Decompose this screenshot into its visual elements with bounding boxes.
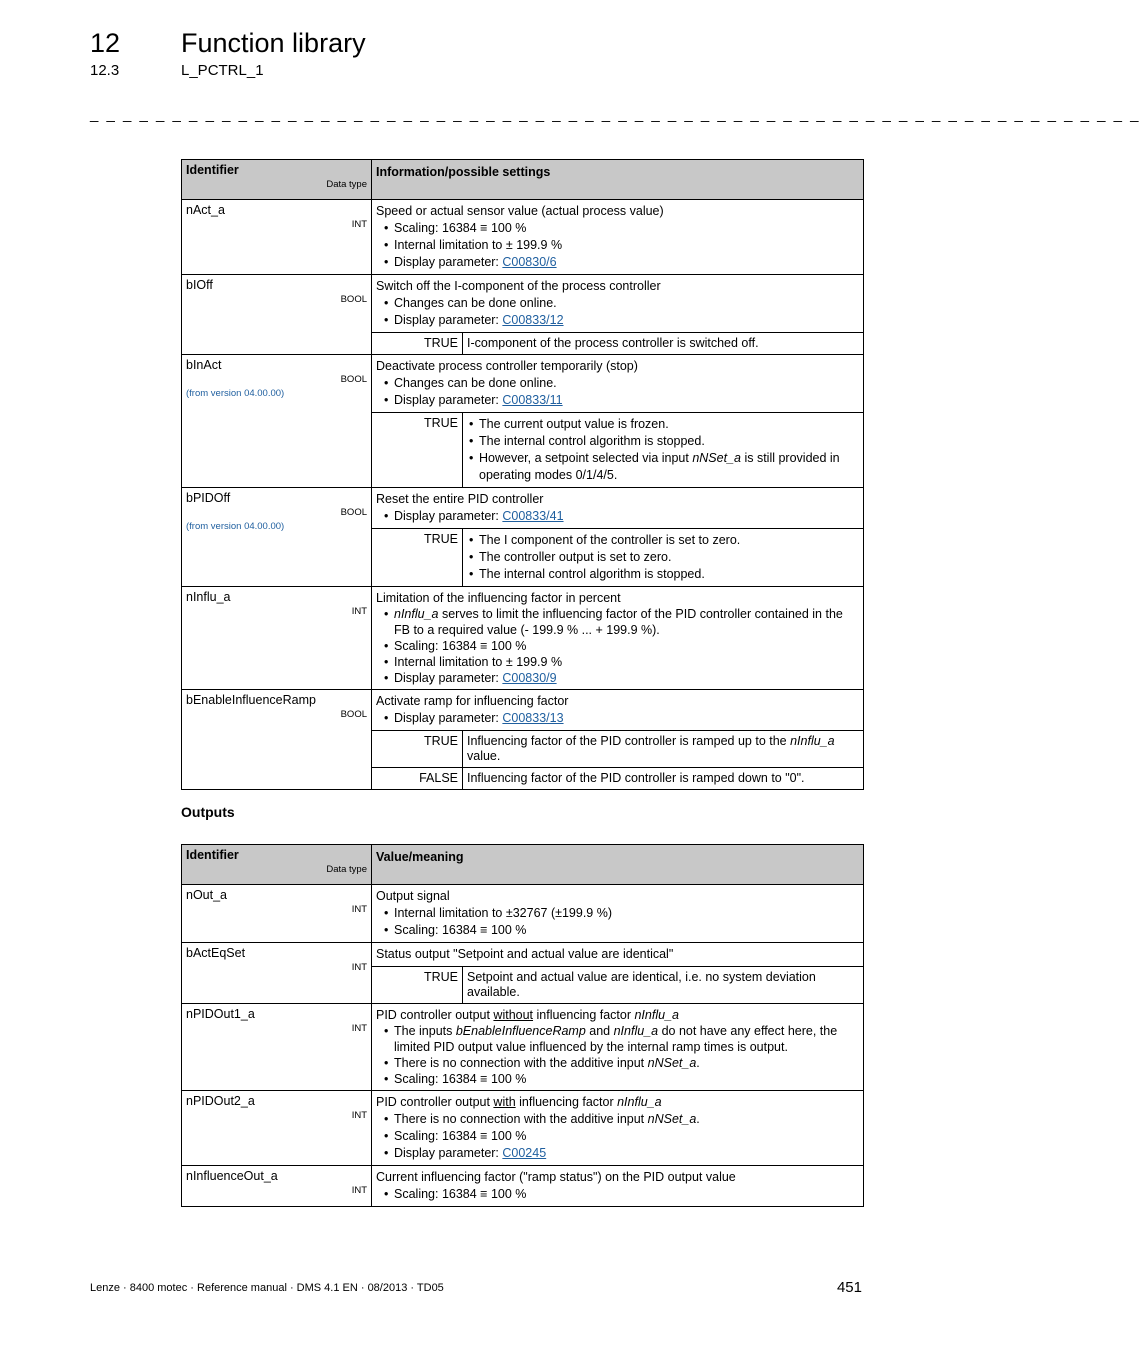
parameter-link[interactable]: C00833/13	[502, 711, 564, 725]
parameter-link[interactable]: C00833/41	[502, 509, 564, 523]
parameter-link[interactable]: C00830/9	[502, 671, 557, 685]
data-type: INT	[351, 962, 367, 973]
bullet: • The internal control algorithm is stopped.	[469, 433, 859, 450]
bullet: • There is no connection with the additive input nNSet_a.	[384, 1111, 859, 1128]
bullet: • Display parameter: C00245	[384, 1145, 859, 1162]
bullet: • nInflu_a serves to limit the influencing factor of the PID controller contained in the FB to a required value (- 199.9 % ... + 199.9 %).	[384, 606, 859, 638]
description: Current influencing factor ("ramp status") on the PID output value	[376, 1170, 736, 1184]
bullet: • The I component of the controller is set to zero.	[469, 532, 859, 549]
table-row	[182, 1004, 864, 1091]
bullet: • Display parameter: C00830/9	[384, 670, 859, 686]
data-type: INT	[351, 1110, 367, 1121]
identifier: bIOff	[186, 278, 213, 292]
parameter-link[interactable]: C00833/12	[502, 313, 564, 327]
parameter-link[interactable]: C00833/11	[502, 393, 563, 407]
data-type: INT	[351, 219, 367, 230]
identifier-cell	[182, 943, 372, 1004]
value-key: TRUE	[372, 731, 463, 768]
bullet: • However, a setpoint selected via input nNSet_a is still provided in operating modes 0/1/4/5.	[469, 450, 859, 484]
info-cell	[372, 1166, 864, 1207]
info-cell	[372, 200, 864, 275]
value-meaning	[463, 413, 864, 487]
footer-doc-info: Lenze · 8400 motec · Reference manual · DMS 4.1 EN · 08/2013 · TD05	[90, 1282, 444, 1294]
identifier-cell	[182, 885, 372, 943]
data-type: INT	[351, 606, 367, 617]
identifier: bActEqSet	[186, 946, 246, 960]
identifier-cell	[182, 488, 372, 587]
page-number: 451	[836, 1279, 862, 1296]
info-cell	[372, 355, 864, 488]
value-meaning	[463, 529, 864, 586]
bullet: • Internal limitation to ± 199.9 %	[384, 654, 859, 670]
info-cell	[372, 488, 864, 587]
bullet: • Scaling: 16384 ≡ 100 %	[384, 922, 859, 939]
table-row	[182, 1166, 864, 1207]
table-header-row	[182, 160, 864, 200]
bullet: • Display parameter: C00833/13	[384, 710, 859, 727]
description: Deactivate process controller temporarily (stop)	[376, 359, 638, 373]
identifier-header: Identifier	[186, 848, 239, 862]
identifier-cell	[182, 355, 372, 488]
chapter-number: 12	[90, 28, 121, 58]
table-row	[182, 885, 864, 943]
identifier-cell	[182, 1091, 372, 1166]
bullet: • Display parameter: C00833/12	[384, 312, 859, 329]
identifier-header-cell	[182, 845, 372, 885]
identifier-header: Identifier	[186, 163, 239, 177]
description: Status output "Setpoint and actual value are identical"	[376, 947, 674, 961]
table-row	[182, 1091, 864, 1166]
description: Output signal	[376, 889, 450, 903]
identifier: nInflu_a	[186, 590, 231, 604]
data-type: BOOL	[340, 374, 367, 385]
value-meaning: Setpoint and actual value are identical, i.e. no system deviation available.	[467, 970, 816, 999]
identifier-cell	[182, 275, 372, 355]
section-number: 12.3	[90, 62, 120, 79]
table-header-row	[182, 845, 864, 885]
value-subtable	[372, 333, 863, 354]
value-key: TRUE	[372, 967, 463, 1003]
value-subtable	[372, 413, 863, 487]
version-note: (from version 04.00.00)	[186, 521, 285, 532]
identifier: nOut_a	[186, 888, 228, 902]
version-note: (from version 04.00.00)	[186, 388, 285, 399]
value-key: TRUE	[372, 413, 463, 487]
description: Activate ramp for influencing factor	[376, 694, 569, 708]
bullet: • Display parameter: C00833/11	[384, 392, 859, 409]
bullet: • Changes can be done online.	[384, 375, 859, 392]
bullet: • Scaling: 16384 ≡ 100 %	[384, 1071, 859, 1087]
data-type: BOOL	[340, 709, 367, 720]
bullet: • Changes can be done online.	[384, 295, 859, 312]
header-divider: _ _ _ _ _ _ _ _ _ _ _ _ _ _ _ _ _ _ _ _ _ _ _ _ _ _ _ _ _ _ _ _ _ _ _ _ _ _ _ _ _ _ _ _ _ _ _ _ _ _ _ _ _ _ _ _ _ _ _ _ _ _ _ _	[90, 106, 1140, 123]
bullet: • There is no connection with the additive input nNSet_a.	[384, 1055, 859, 1071]
bullet: • Scaling: 16384 ≡ 100 %	[384, 1128, 859, 1145]
data-type: BOOL	[340, 294, 367, 305]
identifier: bPIDOff	[186, 491, 231, 505]
info-cell	[372, 943, 864, 1004]
bullet: • Scaling: 16384 ≡ 100 %	[384, 220, 859, 237]
table-row	[182, 690, 864, 790]
description: Switch off the I-component of the process controller	[376, 279, 661, 293]
info-cell	[372, 1091, 864, 1166]
chapter-title: Function library	[181, 28, 366, 58]
value-subtable	[372, 529, 863, 586]
table-row	[182, 587, 864, 690]
description: Limitation of the influencing factor in percent	[376, 591, 621, 605]
value-subtable	[372, 731, 863, 789]
data-type: INT	[351, 1185, 367, 1196]
info-cell	[372, 587, 864, 690]
table-row	[182, 355, 864, 488]
info-header: Information/possible settings	[372, 160, 864, 200]
table-row	[182, 488, 864, 587]
parameter-link[interactable]: C00830/6	[502, 255, 557, 269]
data-type: INT	[351, 904, 367, 915]
description: PID controller output without influencing factor nInflu_a	[376, 1008, 679, 1022]
table-row	[182, 943, 864, 1004]
identifier-cell	[182, 200, 372, 275]
parameter-link[interactable]: C00245	[502, 1146, 547, 1160]
value-meaning: Influencing factor of the PID controller is ramped down to "0".	[463, 768, 864, 790]
inputs-table	[181, 159, 864, 790]
value-subtable	[372, 967, 863, 1003]
identifier: bEnableInfluenceRamp	[186, 693, 316, 707]
value-key: TRUE	[372, 529, 463, 586]
description: Speed or actual sensor value (actual process value)	[376, 204, 664, 218]
info-cell	[372, 690, 864, 790]
section-title: L_PCTRL_1	[181, 62, 264, 79]
identifier-cell	[182, 1166, 372, 1207]
identifier-cell	[182, 690, 372, 790]
outputs-heading: Outputs	[181, 804, 235, 820]
table-row	[182, 275, 864, 355]
data-type-header: Data type	[326, 864, 367, 875]
bullet: • Internal limitation to ±32767 (±199.9 %)	[384, 905, 859, 922]
data-type: BOOL	[340, 507, 367, 518]
identifier: nPIDOut1_a	[186, 1007, 255, 1021]
bullet: • The current output value is frozen.	[469, 416, 859, 433]
info-cell	[372, 275, 864, 355]
table-row	[182, 200, 864, 275]
description: PID controller output with influencing factor nInflu_a	[376, 1095, 662, 1109]
identifier-header-cell	[182, 160, 372, 200]
identifier: nAct_a	[186, 203, 225, 217]
identifier-cell	[182, 587, 372, 690]
outputs-table	[181, 844, 864, 1207]
info-header: Value/meaning	[372, 845, 864, 885]
value-meaning: Influencing factor of the PID controller is ramped up to the nInflu_a value.	[467, 734, 835, 763]
identifier: nPIDOut2_a	[186, 1094, 255, 1108]
bullet: • The inputs bEnableInfluenceRamp and nInflu_a do not have any effect here, the limited PID output value influenced by the internal ramp times is output.	[384, 1023, 859, 1055]
info-cell	[372, 885, 864, 943]
value-meaning: I-component of the process controller is switched off.	[467, 336, 759, 350]
info-cell	[372, 1004, 864, 1091]
bullet: • Display parameter: C00833/41	[384, 508, 859, 525]
data-type: INT	[351, 1023, 367, 1034]
identifier: nInfluenceOut_a	[186, 1169, 278, 1183]
value-key: FALSE	[372, 768, 463, 790]
bullet: • Display parameter: C00830/6	[384, 254, 859, 271]
identifier: bInAct	[186, 358, 222, 372]
bullet: • The controller output is set to zero.	[469, 549, 859, 566]
bullet: • Scaling: 16384 ≡ 100 %	[384, 638, 859, 654]
bullet: • Scaling: 16384 ≡ 100 %	[384, 1186, 859, 1203]
value-key: TRUE	[372, 333, 463, 354]
bullet: • Internal limitation to ± 199.9 %	[384, 237, 859, 254]
identifier-cell	[182, 1004, 372, 1091]
bullet: • The internal control algorithm is stopped.	[469, 566, 859, 583]
description: Reset the entire PID controller	[376, 492, 544, 506]
data-type-header: Data type	[326, 179, 367, 190]
